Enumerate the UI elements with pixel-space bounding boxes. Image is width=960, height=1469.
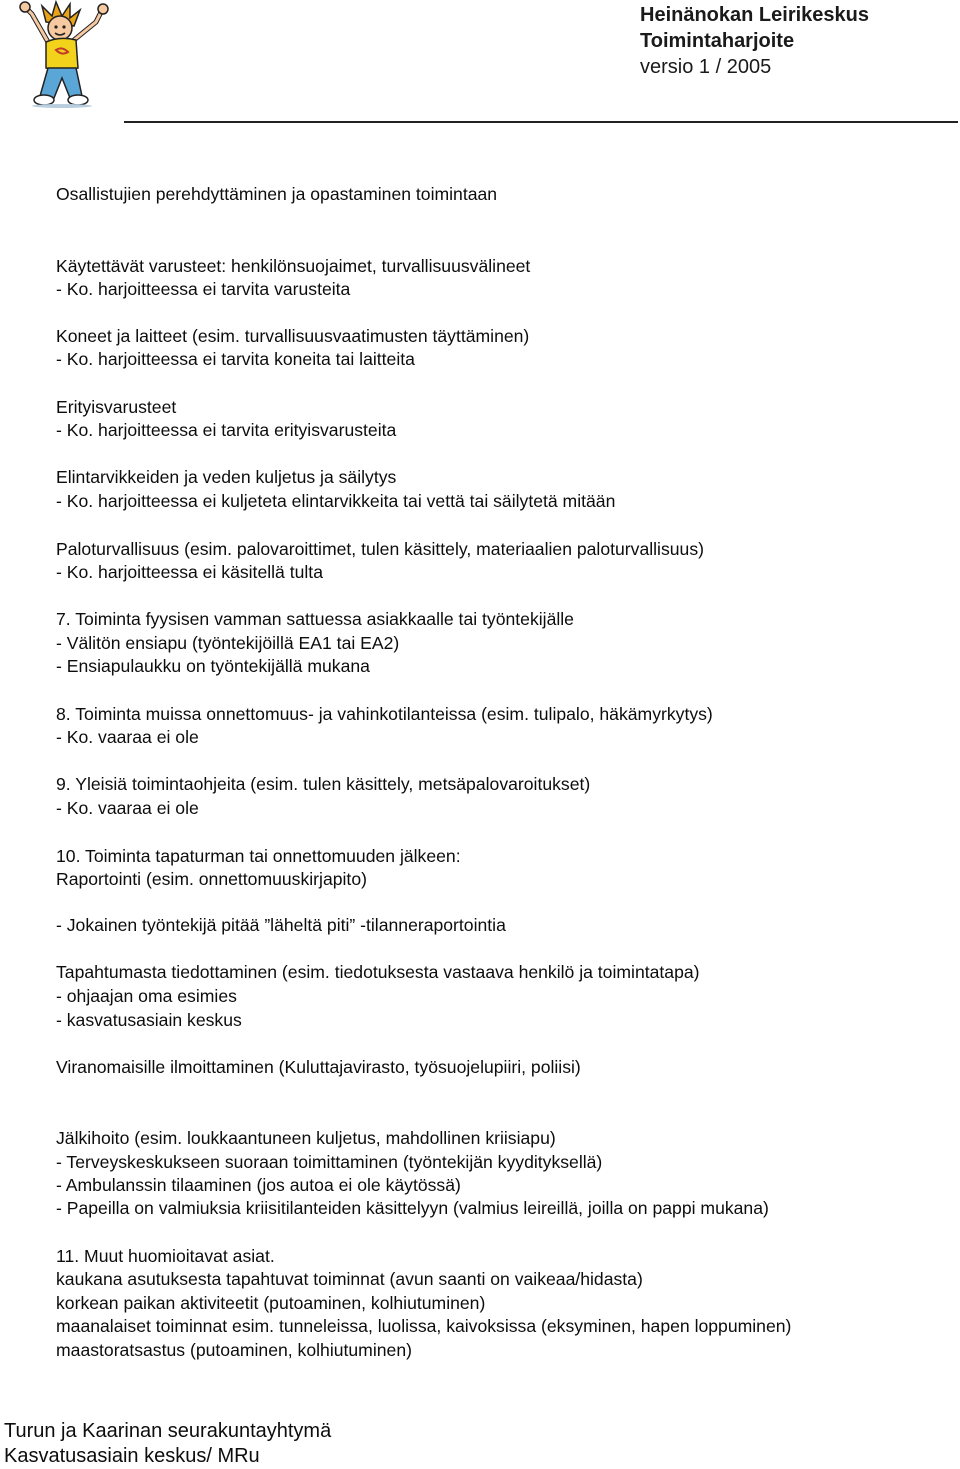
footer-department: Kasvatusasiain keskus/ MRu — [4, 1445, 260, 1467]
body-line: maanalaiset toiminnat esim. tunneleissa, luolissa, kaivoksissa (eksyminen, hapen loppuminen) — [56, 1316, 792, 1336]
body-line: - Ambulanssin tilaaminen (jos autoa ei ole käytössä) — [56, 1175, 461, 1195]
body-line: korkean paikan aktiviteetit (putoaminen, kolhiutuminen) — [56, 1293, 486, 1313]
body-line: - Ko. harjoitteessa ei tarvita koneita tai laitteita — [56, 349, 415, 369]
footer-organization: Turun ja Kaarinan seurakuntayhtymä — [4, 1420, 332, 1442]
document-version: versio 1 / 2005 — [640, 56, 772, 78]
section-heading: Osallistujien perehdyttäminen ja opastaminen toimintaan — [56, 184, 498, 204]
document-header — [640, 2, 869, 80]
organization-name: Heinänokan Leirikeskus — [640, 4, 869, 26]
body-line: - Ko. vaaraa ei ole — [56, 798, 199, 818]
body-line: - Ko. harjoitteessa ei käsitellä tulta — [56, 562, 323, 582]
section-heading: Jälkihoito (esim. loukkaantuneen kuljetus, mahdollinen kriisiapu) — [56, 1128, 556, 1148]
body-line: - Ko. harjoitteessa ei kuljeteta elintarvikkeita tai vettä tai säilytetä mitään — [56, 491, 616, 511]
header-divider — [124, 121, 958, 123]
body-line: - kasvatusasiain keskus — [56, 1010, 242, 1030]
section-heading: Paloturvallisuus (esim. palovaroittimet, tulen käsittely, materiaalien paloturvallisuus) — [56, 539, 704, 559]
body-line: - Papeilla on valmiuksia kriisitilanteiden käsittelyyn (valmius leireillä, joilla on pappi mukana) — [56, 1198, 769, 1218]
document-title: Toimintaharjoite — [640, 30, 795, 52]
section-heading: 8. Toiminta muissa onnettomuus- ja vahinkotilanteissa (esim. tulipalo, häkämyrkytys) — [56, 704, 713, 724]
body-line: kaukana asutuksesta tapahtuvat toiminnat (avun saanti on vaikeaa/hidasta) — [56, 1269, 643, 1289]
body-line: - ohjaajan oma esimies — [56, 986, 237, 1006]
body-line: - Välitön ensiapu (työntekijöillä EA1 tai EA2) — [56, 633, 400, 653]
section-heading: Tapahtumasta tiedottaminen (esim. tiedotuksesta vastaava henkilö ja toimintatapa) — [56, 962, 700, 982]
body-line: - Ko. vaaraa ei ole — [56, 727, 199, 747]
body-line: - Ko. harjoitteessa ei tarvita varusteita — [56, 279, 351, 299]
body-line: - Jokainen työntekijä pitää ”läheltä piti” -tilanneraportointia — [56, 915, 506, 935]
section-heading: Erityisvarusteet — [56, 397, 177, 417]
body-line: - Ensiapulaukku on työntekijällä mukana — [56, 656, 370, 676]
section-heading: Viranomaisille ilmoittaminen (Kuluttajavirasto, työsuojelupiiri, poliisi) — [56, 1057, 581, 1077]
section-heading: 11. Muut huomioitavat asiat. — [56, 1246, 275, 1266]
jumping-child-logo-icon — [10, 0, 120, 108]
section-heading: 7. Toiminta fyysisen vamman sattuessa asiakkaalle tai työntekijälle — [56, 609, 574, 629]
body-line: - Ko. harjoitteessa ei tarvita erityisvarusteita — [56, 420, 397, 440]
section-heading: 9. Yleisiä toimintaohjeita (esim. tulen käsittely, metsäpalovaroitukset) — [56, 774, 591, 794]
section-heading: 10. Toiminta tapaturman tai onnettomuuden jälkeen: — [56, 846, 461, 866]
body-line: - Terveyskeskukseen suoraan toimittaminen (työntekijän kyydityksellä) — [56, 1152, 603, 1172]
section-heading: Koneet ja laitteet (esim. turvallisuusvaatimusten täyttäminen) — [56, 326, 530, 346]
body-line: maastoratsastus (putoaminen, kolhiutuminen) — [56, 1340, 412, 1360]
section-heading: Elintarvikkeiden ja veden kuljetus ja säilytys — [56, 467, 397, 487]
section-heading: Käytettävät varusteet: henkilönsuojaimet, turvallisuusvälineet — [56, 256, 531, 276]
body-line: Raportointi (esim. onnettomuuskirjapito) — [56, 869, 367, 889]
